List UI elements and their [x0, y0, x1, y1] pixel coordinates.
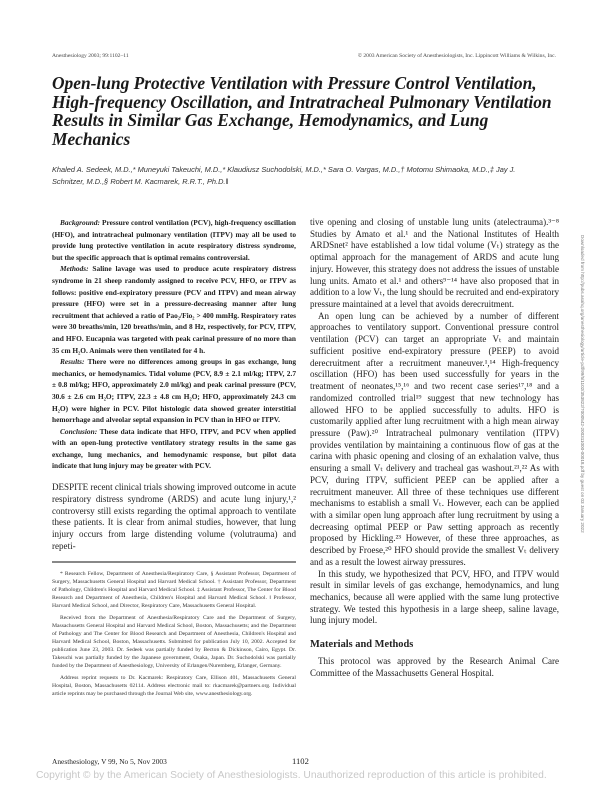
right-column: [310, 217, 559, 679]
left-column: [52, 217, 296, 703]
abstract-label: Results:: [60, 357, 85, 367]
abstract-results: [52, 356, 296, 426]
section-heading-methods: Materials and Methods: [310, 639, 414, 651]
footnote-affiliations: * Research Fellow, Department of Anesthesia/Respiratory Care, § Assistant Professor, Department of Surgery, Massachusetts General Hospital and Harvard Medical School. † Assistant Professor, Department of Pathology, Children's Hospital and Harvard Medical School. ‡ Assistant Professor, The Center for Blood Research and Department of Anesthesia, Children's Hospital and Harvard Medical School. ‖ Professor, Harvard Medical School, and Director, Respiratory Care, Massachusetts General Hospital.: [52, 571, 296, 610]
article-title: Open-lung Protective Ventilation with Pressure Control Ventilation, High-frequency Oscillation, and Intratracheal Pulmonary Ventilation Results in Similar Gas Exchange, Hemodynamics, and Lung Mechanics: [52, 73, 552, 149]
journal-citation: Anesthesiology 2003; 99:1102–11: [52, 53, 129, 59]
body-paragraph: An open lung can be achieved by a number of different approaches to ventilatory support. Conventional pressure control ventilation (PCV) can target an appropriate Vₜ and maintain sufficient positive end-expiratory pressure (PEEP) to avoid derecruitment after a recruitment maneuver.¹,¹⁴ High-frequency oscillation (HFO) has been used successfully for years in the treatment of neonates,¹⁵,¹⁶ and two recent case series¹⁷,¹⁸ and a randomized controlled trial¹⁹ suggest that new technology has allowed HFO to be applied successfully to adults. HFO is customarily applied after lung recruitment with a high mean airway pressure (Paw).²⁰ Intratracheal pulmonary ventilation (ITPV) provides ventilation by maintaining a continuous flow of gas at the carina with phasic opening and closing of an exhalation valve, thus ensuring a small Vₜ delivery and tracheal gas washout.²¹,²² As with PCV, during ITPV, sufficient PEEP can be applied after a recruitment maneuver. All three of these techniques use different mechanisms to establish a small Vₜ. However, each can be applied with a similar open lung approach after lung recruitment by using a decreasing optimal PEEP or Paw setting approach as recently proposed by Hickling.²³ However, of these three approaches, as described by Froese,²⁰ HFO should provide the smallest Vₜ delivery and as a result the lowest airway pressures.: [310, 310, 559, 567]
abstract-text: There were no differences among groups in gas exchange, lung mechanics, or hemodynamics. Tidal volume (PCV, 8.9 ± 2.1 ml/kg; ITPV, 2.7 ± 0.8 ml/kg; HFO, approximately 2.0 ml/kg) and peak carinal pressure (PCV, 30.6 ± 2.6 cm H₂O; ITPV, 22.3 ± 4.8 cm H₂O; HFO, approximately 24.3 cm H₂O) were higher in PCV. Pilot histologic data showed greater interstitial hemorrhage and alveolar septal expansion in PCV than in HFO or ITPV.: [52, 357, 296, 425]
footnote-reprints: Address reprint requests to Dr. Kacmarek: Respiratory Care, Ellison 401, Massachusetts General Hospital, Boston, Massachusetts 02114. Address electronic mail to: rkacmarek@partners.org. Individual article reprints may be purchased through the Journal Web site, www.anesthesiology.org.: [52, 674, 296, 697]
abstract-methods: [52, 263, 296, 356]
body-paragraph: tive opening and closing of unstable lung units (atelectrauma).³⁻⁸ Studies by Amato et al.¹ and the National Institutes of Health ARDSnet² have established a low tidal volume (Vₜ) strategy as the optimal approach for the management of ARDS and acute lung injury. However, this strategy does not address the issues of unstable lung units. Amato et al.¹ and others⁹⁻¹⁴ have also proposed that in addition to a low Vₜ, the lung should be recruited and end-expiratory pressure maintained at a level that avoids derecruitment.: [310, 217, 559, 310]
footnote-divider: [52, 561, 296, 563]
abstract-text: Pressure control ventilation (PCV), high-frequency oscillation (HFO), and intratracheal pulmonary ventilation (ITPV) may all be used to provide lung protective ventilation in acute respiratory distress syndrome, but the specific approach that is optimal remains controversial.: [52, 218, 296, 262]
abstract-background: [52, 217, 296, 263]
copyright-watermark: Copyright © by the American Society of Anesthesiologists. Unauthorized reproduction of this article is prohibited.: [36, 770, 547, 781]
download-side-note: Downloaded from http://pubs.asahq.org/anesthesiology/article-pdf/99/5/1102/353822/7000542-200311000-00018.pdf by guest on 03 January 2022: [580, 235, 585, 533]
abstract-label: Conclusion:: [60, 426, 98, 436]
intro-paragraph: DESPITE recent clinical trials showing improved outcome in acute respiratory distress syndrome (ARDS) and acute lung injury,¹,² controversy still exists regarding the optimal approach to ventilate these patients. It is clear from animal studies, however, that lung injury occurs from large distending volume (volutrauma) and repeti-: [52, 482, 296, 551]
body-paragraph: In this study, we hypothesized that PCV, HFO, and ITPV would result in similar levels of gas exchange, hemodynamics, and lung mechanics, because all were applied with the same lung protective strategy. We tested this hypothesis in a large sheep, saline lavage, lung injury model.: [310, 568, 559, 626]
abstract-conclusion: [52, 426, 296, 472]
abstract: [52, 217, 296, 472]
abstract-label: Background:: [60, 218, 100, 227]
abstract-text: Saline lavage was used to produce acute respiratory distress syndrome in 21 sheep randomly assigned to receive PCV, HFO, or ITPV as follows: positive end-expiratory pressure (PCV and ITPV) and mean airway pressure (HFO) were set in a pressure-decreasing manner after lung recruitment that achieved a ratio of Pao₂/Fio₂ > 400 mmHg. Respiratory rates were 30 breaths/min, 120 breaths/min, and 8 Hz, respectively, for PCV, ITPV, and HFO. Eucapnia was targeted with peak carinal pressure of no more than 35 cm H₂O. Animals were then ventilated for 4 h.: [52, 264, 296, 355]
copyright-header: © 2003 American Society of Anesthesiologists, Inc. Lippincott Williams & Wilkins, Inc.: [357, 53, 556, 59]
abstract-text: These data indicate that HFO, ITPV, and PCV when applied with an open-lung protective ventilatory strategy results in the same gas exchange, lung mechanics, and hemodynamic response, but pilot data indicate that lung injury may be greater with PCV.: [52, 426, 296, 471]
abstract-label: Methods:: [60, 264, 89, 274]
footnotes: [52, 571, 296, 698]
footer-journal: Anesthesiology, V 99, No 5, Nov 2003: [52, 757, 167, 766]
page-number: 1102: [292, 756, 309, 766]
footnote-received: Received from the Department of Anesthesia/Respiratory Care and the Department of Surgery, Massachusetts General Hospital and Harvard Medical School, Boston, Massachusetts; and the Department of Pathology and The Center for Blood Research and Department of Anesthesia, Children's Hospital and Harvard Medical School, Boston, Massachusetts. Submitted for publication July 10, 2002. Accepted for publication June 23, 2003. Dr. Sedeek was partially funded by Becton & Dickinson, Cairo, Egypt. Dr. Takeuchi was partially funded by the Japanese government, Osaka, Japan. Dr. Suchodolski was partially funded by the Department of Anesthesiology, University of Erlangen/Nuremberg, Erlanger, Germany.: [52, 615, 296, 669]
author-list: Khaled A. Sedeek, M.D.,* Muneyuki Takeuchi, M.D.,* Klaudiusz Suchodolski, M.D.,* Sara O. Vargas, M.D.,† Motomu Shimaoka, M.D.,‡ Jay J. Schnitzer, M.D.,§ Robert M. Kacmarek, R.R.T., Ph.D.‖: [52, 165, 516, 186]
methods-paragraph: This protocol was approved by the Research Animal Care Committee of the Massachusetts General Hospital.: [310, 655, 559, 678]
